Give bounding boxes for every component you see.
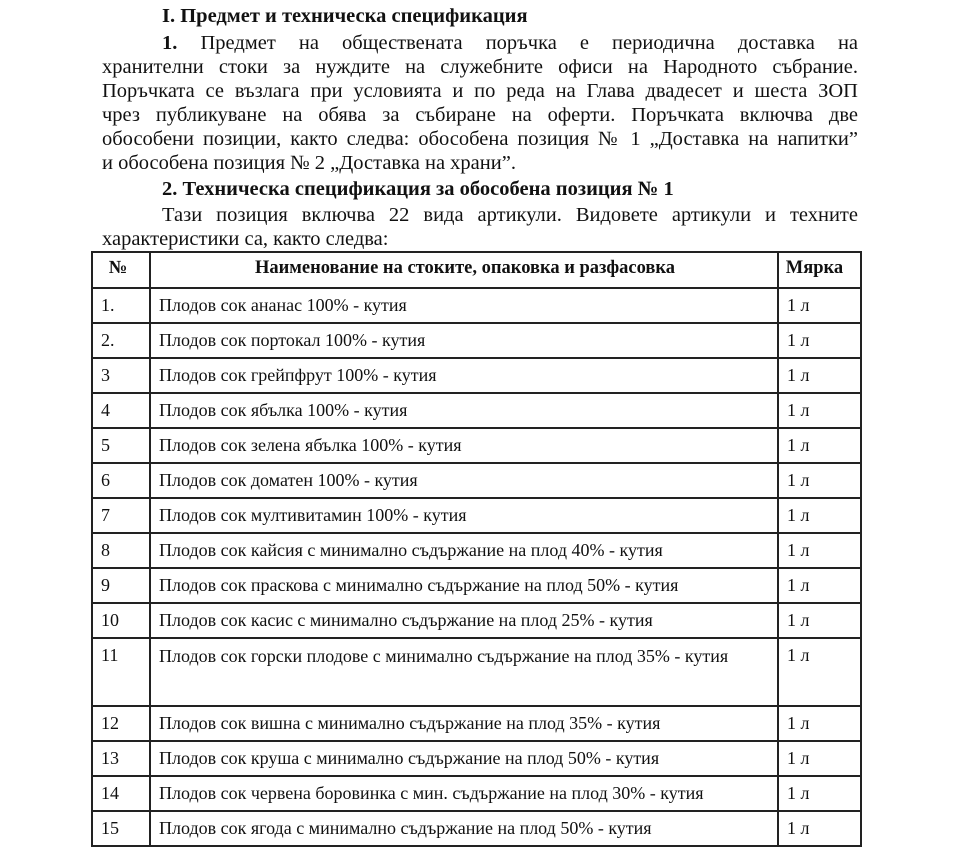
table-row <box>93 812 860 847</box>
table-row <box>93 394 860 429</box>
item-name: Плодов сок касис с минимално съдържание на плод 25% - кутия <box>151 604 779 637</box>
item-name: Плодов сок зелена ябълка 100% - кутия <box>151 429 779 462</box>
table-row <box>93 639 860 707</box>
item-unit: 1 л <box>787 330 810 350</box>
item-name: Плодов сок праскова с минимално съдържание на плод 50% - кутия <box>151 569 779 602</box>
item-unit: 1 л <box>787 470 810 490</box>
item-number: 14 <box>93 777 151 810</box>
item-unit: 1 л <box>787 783 810 803</box>
table-row <box>93 569 860 604</box>
item-number: 3 <box>93 359 151 392</box>
item-unit: 1 л <box>787 435 810 455</box>
table-header-row <box>93 253 860 289</box>
item-unit: 1 л <box>787 748 810 768</box>
item-name: Плодов сок мултивитамин 100% - кутия <box>151 499 779 532</box>
table-row <box>93 289 860 324</box>
item-name: Плодов сок вишна с минимално съдържание на плод 35% - кутия <box>151 707 779 740</box>
paragraph1-line-5: обособени позиции, както следва: обособена позиция № 1 „Доставка на напитки” <box>102 128 858 150</box>
table-row <box>93 742 860 777</box>
item-number: 6 <box>93 464 151 497</box>
item-unit: 1 л <box>787 818 810 838</box>
item-number: 5 <box>93 429 151 462</box>
table-row <box>93 359 860 394</box>
paragraph1-line-2: хранителни стоки за нуждите на служебните офиси на Народното събрание. <box>102 56 858 78</box>
paragraph1-number: 1. <box>162 32 178 54</box>
item-number: 7 <box>93 499 151 532</box>
item-name: Плодов сок ябълка 100% - кутия <box>151 394 779 427</box>
item-number: 4 <box>93 394 151 427</box>
paragraph1-line-4: чрез публикуване на обява за събиране на оферти. Поръчката включва две <box>102 104 858 126</box>
header-name: Наименование на стоките, опаковка и разфасовка <box>151 253 779 287</box>
item-number: 10 <box>93 604 151 637</box>
paragraph1-line-3: Поръчката се възлага при условията и по реда на Глава двадесет и шеста ЗОП <box>102 80 858 102</box>
section-heading: I. Предмет и техническа спецификация <box>162 5 528 27</box>
item-unit: 1 л <box>787 295 810 315</box>
item-number: 9 <box>93 569 151 602</box>
item-number: 11 <box>93 639 151 705</box>
header-number: № <box>93 253 151 287</box>
item-number: 15 <box>93 812 151 845</box>
table-row <box>93 499 860 534</box>
paragraph2-line-1: Тази позиция включва 22 вида артикули. Видовете артикули и техните <box>162 204 858 226</box>
table-row <box>93 464 860 499</box>
item-unit: 1 л <box>787 400 810 420</box>
item-number: 2. <box>93 324 151 357</box>
header-unit: Мярка <box>785 258 844 278</box>
table-row <box>93 604 860 639</box>
table-row <box>93 534 860 569</box>
table-body <box>93 289 860 847</box>
item-unit: 1 л <box>787 713 810 733</box>
item-number: 8 <box>93 534 151 567</box>
item-number: 1. <box>93 289 151 322</box>
item-name: Плодов сок ягода с минимално съдържание на плод 50% - кутия <box>151 812 779 845</box>
items-table <box>91 251 862 847</box>
paragraph1-line-6: и обособена позиция № 2 „Доставка на храни”. <box>102 152 516 174</box>
item-name: Плодов сок ананас 100% - кутия <box>151 289 779 322</box>
item-unit: 1 л <box>787 575 810 595</box>
table-row <box>93 707 860 742</box>
item-unit: 1 л <box>787 645 810 665</box>
table-row <box>93 777 860 812</box>
paragraph1-line-1-text: Предмет на обществената поръчка е периодична доставка на <box>200 32 859 54</box>
paragraph2-line-2: характеристики са, както следва: <box>102 228 389 250</box>
item-name: Плодов сок портокал 100% - кутия <box>151 324 779 357</box>
item-name: Плодов сок грейпфрут 100% - кутия <box>151 359 779 392</box>
item-name: Плодов сок горски плодове с минимално съдържание на плод 35% - кутия <box>151 639 779 705</box>
paragraph1-line-1 <box>162 32 858 55</box>
item-name: Плодов сок кайсия с минимално съдържание на плод 40% - кутия <box>151 534 779 567</box>
item-name: Плодов сок доматен 100% - кутия <box>151 464 779 497</box>
item-unit: 1 л <box>787 610 810 630</box>
table-row <box>93 429 860 464</box>
subsection-heading: 2. Техническа спецификация за обособена позиция № 1 <box>162 178 674 200</box>
item-number: 12 <box>93 707 151 740</box>
item-name: Плодов сок круша с минимално съдържание на плод 50% - кутия <box>151 742 779 775</box>
item-unit: 1 л <box>787 540 810 560</box>
item-name: Плодов сок червена боровинка с мин. съдържание на плод 30% - кутия <box>151 777 779 810</box>
item-number: 13 <box>93 742 151 775</box>
table-row <box>93 324 860 359</box>
item-unit: 1 л <box>787 365 810 385</box>
item-unit: 1 л <box>787 505 810 525</box>
